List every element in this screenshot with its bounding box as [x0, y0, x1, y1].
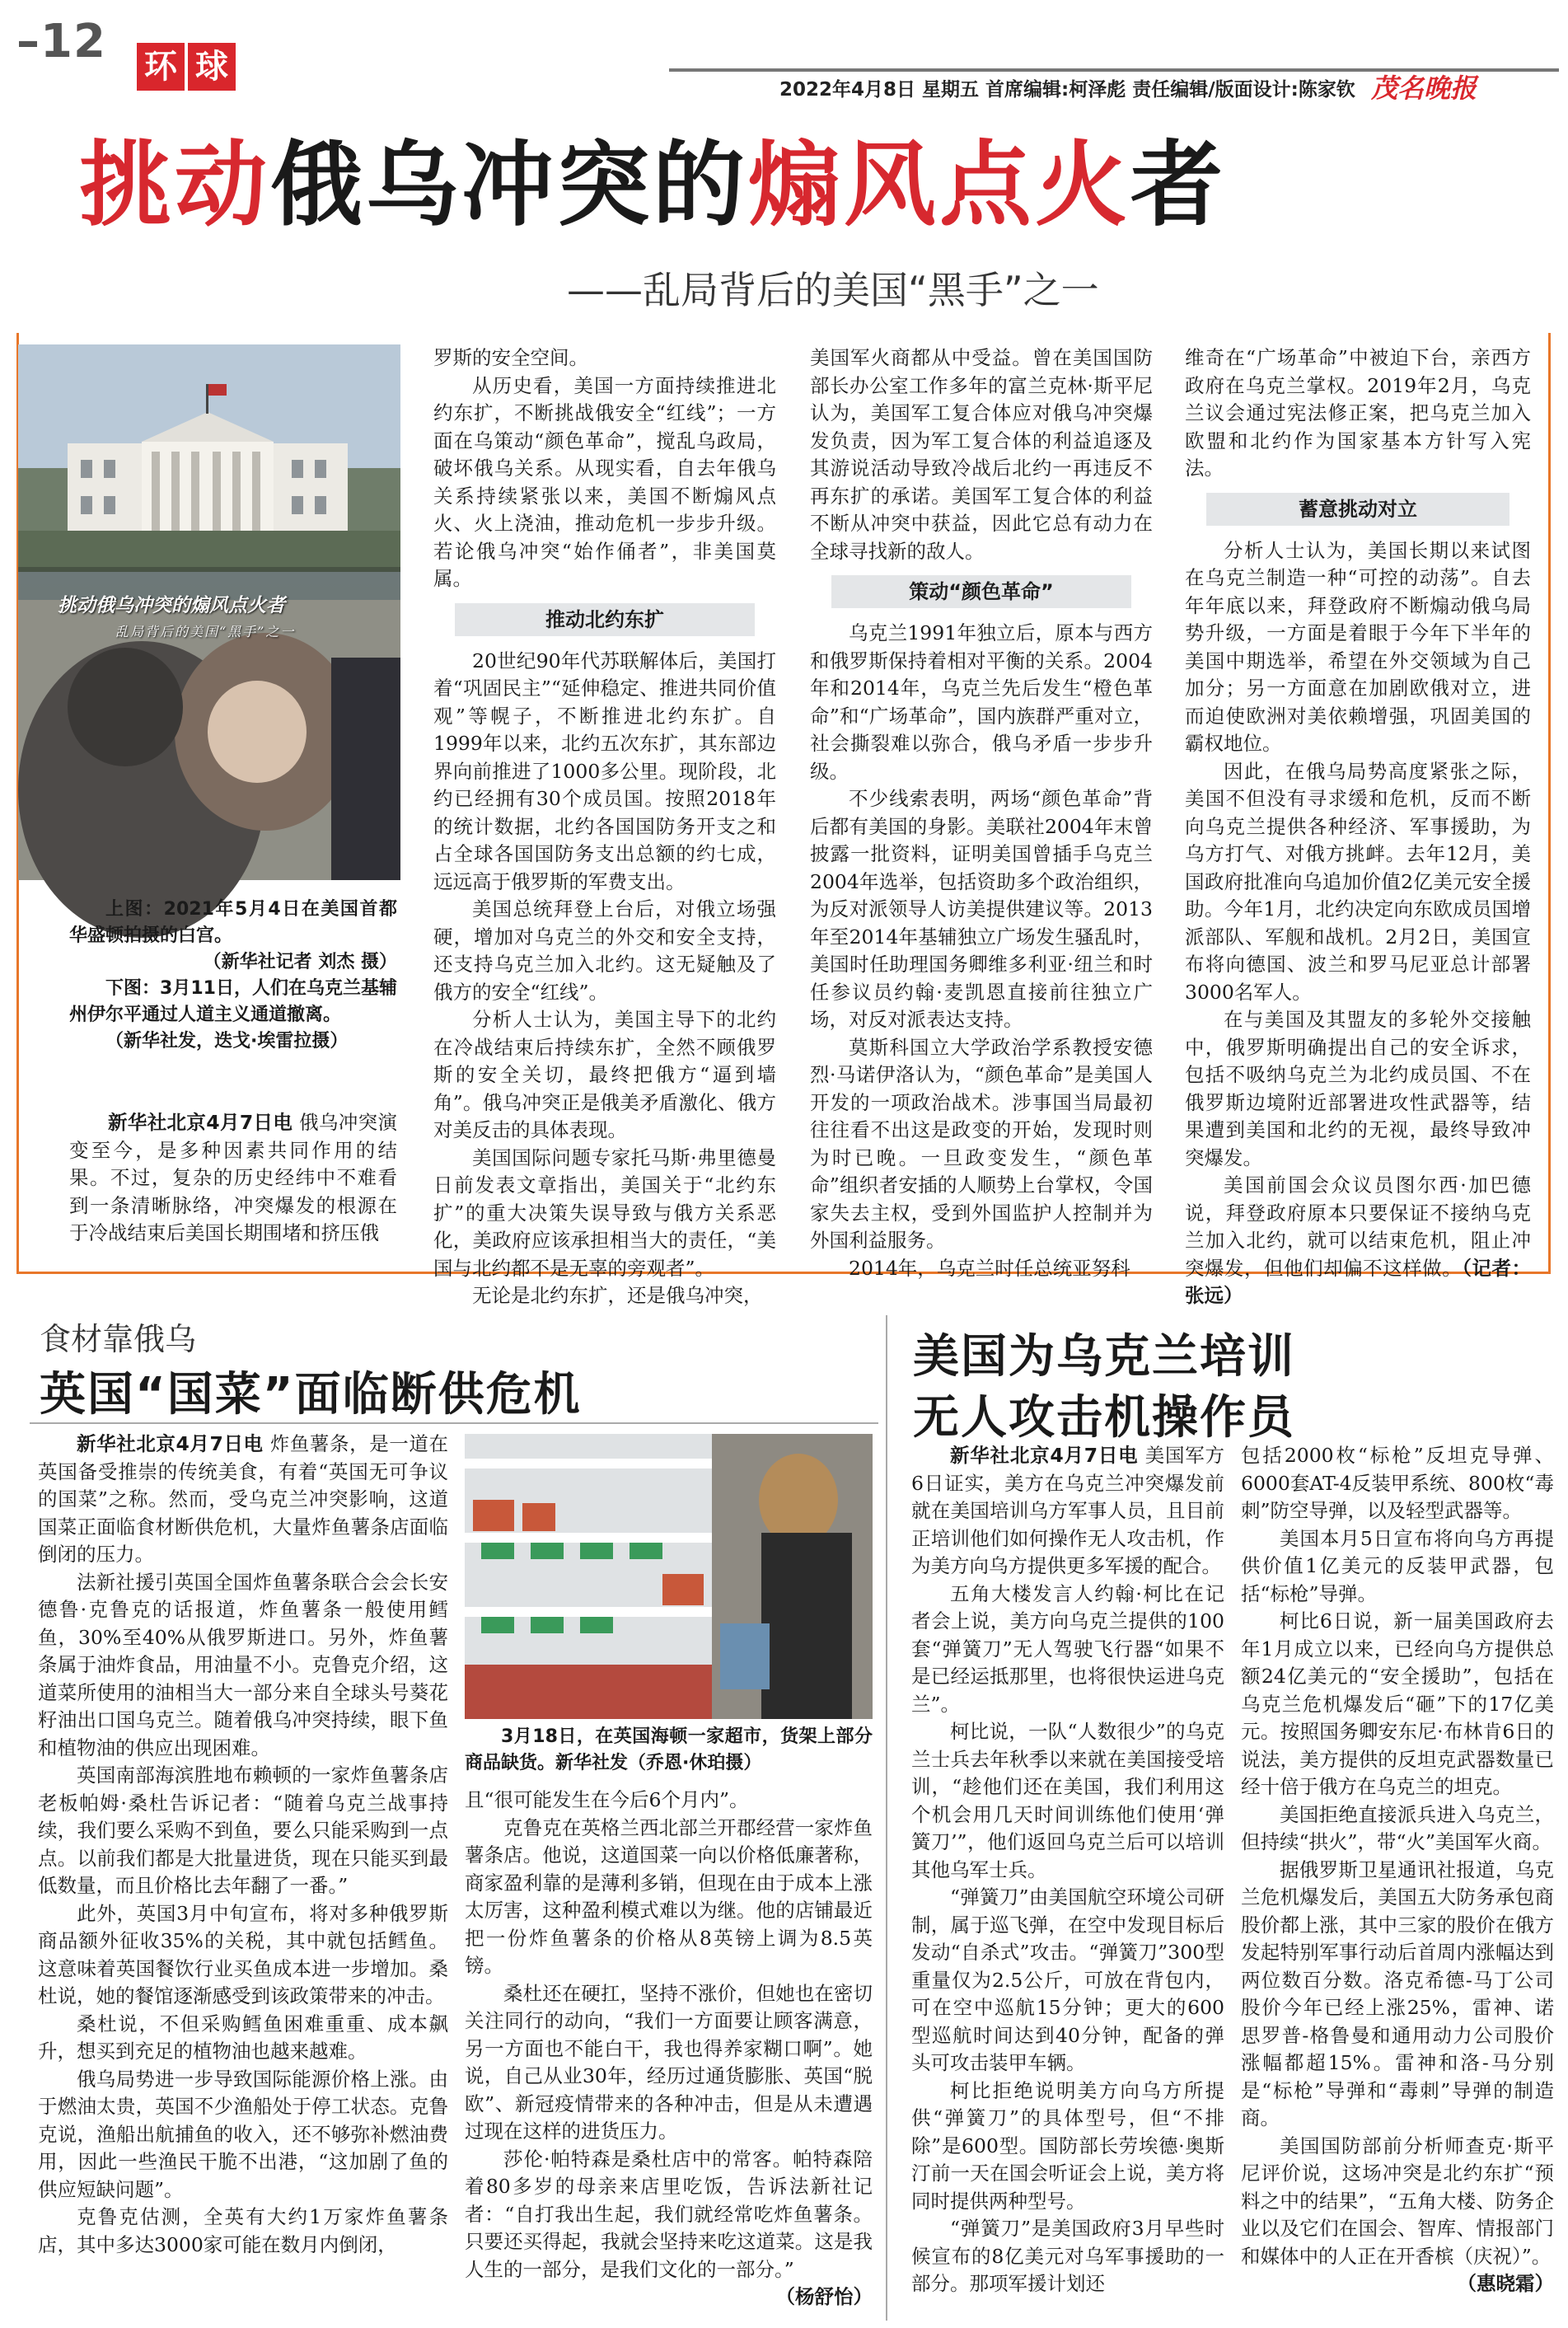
drone-column-1 — [911, 1442, 1224, 2321]
paragraph: 此外，英国3月中旬宣布，将对多种俄罗斯商品额外征收35%的关税，其中就包括鳕鱼。这意味着英国餐饮行业买鱼成本进一步增加。桑杜说，她的餐馆逐渐感受到该政策带来的冲击。 — [38, 1901, 448, 2007]
page-number: –12 — [16, 15, 106, 68]
paragraph: 美国国防部前分析师查克·斯平尼评价说，这场冲突是北约东扩“预料之中的结果”，“五角大楼、防务企业以及它们在国会、智库、情报部门和媒体中的人正在开香槟（庆祝）”。 （惠晓霜） — [1241, 2133, 1554, 2271]
feature-column-4 — [1185, 344, 1532, 1307]
feature-title-b: 俄乌冲突的 — [270, 132, 748, 239]
feature-photo-caption — [69, 897, 397, 1055]
paragraph: 包括2000枚“标枪”反坦克导弹、6000套AT-4反装甲系统、800枚“毒刺”防空导弹，以及轻型武器等。 — [1241, 1444, 1554, 1522]
paragraph: 20世纪90年代苏联解体后，美国打着“巩固民主”“延伸稳定、推进共同价值观”等幌子，不断推进北约东扩。自1999年以来，北约五次东扩，其东部边界向前推进了1000多公里。现阶段，北约已经拥有30个成员国。按照2018年的统计数据，北约各国国防务开支之和占全球各国国防务支出总额的约七成，远远高于俄罗斯的军费支出。 — [433, 649, 776, 893]
paragraph: 在与美国及其盟友的多轮外交接触中，俄罗斯明确提出自己的安全诉求，包括不吸纳乌克兰为北约成员国、不在俄罗斯边境附近部署进攻性武器等，结果遭到美国和北约的无视，最终导致冲突爆发。 — [1185, 1008, 1531, 1169]
paragraph: 英国南部海滨胜地布赖顿的一家炸鱼薯条店老板帕姆·桑杜告诉记者：“随着乌克兰战事持续，我们要么采购不到鱼，要么只能采购到一点点。以前我们都是大批量进货，现在只能买到最低数量，而且价格比去年翻了一番。” — [38, 1764, 448, 1897]
paragraph: “弹簧刀”由美国航空环境公司研制，属于巡飞弹，在空中发现目标后发动“自杀式”攻击。“弹簧刀”300型重量仅为2.5公斤，可放在背包内，可在空中巡航15分钟；更大的600型巡航时间达到40分钟，配备的弹头可攻击装甲车辆。 — [911, 1885, 1224, 2074]
caption-line: 下图：3月11日，人们在乌克兰基辅州伊尔平通过人道主义通道撤离。 — [69, 978, 397, 1025]
uk-column-1 — [38, 1431, 448, 2321]
uk-title-rule — [30, 1422, 878, 1424]
feature-photo — [18, 344, 400, 880]
feature-title-d: 者 — [1130, 132, 1226, 239]
paragraph: 美国国际问题专家托马斯·弗里德曼日前发表文章指出，美国关于“北约东扩”的重大决策失误导致与俄方关系恶化，美政府应该承担相当大的责任，“美国与北约都不是无辜的旁观者”。 — [433, 1145, 776, 1280]
column-divider — [886, 1315, 887, 2321]
feature-title — [79, 124, 1529, 247]
header-info: 2022年4月8日 星期五 首席编辑:柯泽彪 责任编辑/版面设计:陈家钦 — [779, 79, 1355, 101]
paragraph: 据俄罗斯卫星通讯社报道，乌克兰危机爆发后，美国五大防务承包商股价都上涨，其中三家的股价在俄方发起特别军事行动后首周内涨幅达到两位数百分数。洛克希德-马丁公司股价今年已经上涨25%，雷神、诺思罗普-格鲁曼和通用动力公司股价涨幅都超15%。雷神和洛-马分别是“标枪”导弹和“毒刺”导弹的制造商。 — [1241, 1857, 1554, 2129]
paragraph: 因此，在俄乌局势高度紧张之际，美国不但没有寻求缓和危机，反而不断向乌克兰提供各种经济、军事援助，为乌方打气、对俄方挑衅。去年12月，美国政府批准向乌追加价值2亿美元安全援助。今年1月，北约决定向东欧成员国增派部队、军舰和战机。2月2日，美国宣布将向德国、波兰和罗马尼亚总计部署3000名军人。 — [1185, 759, 1531, 1004]
subheading: 推动北约东扩 — [455, 603, 755, 636]
caption-line: 上图：2021年5月4日在美国首都华盛顿拍摄的白宫。 — [69, 899, 397, 946]
paragraph: 乌克兰1991年独立后，原本与西方和俄罗斯保持着相对平衡的关系。2004年和2014年，乌克兰先后发生“橙色革命”和“广场革命”，国内族群严重对立，社会撕裂难以弥合，俄乌矛盾一步步升级。 — [810, 621, 1153, 783]
paragraph: 莫斯科国立大学政治学系教授安德烈·马诺伊洛认为，“颜色革命”是美国人开发的一项政治战术。涉事国当局最初往往看不出这是政变的开始，发现时则为时已晚。一旦政变发生，“颜色革命”组织者安插的人顺势上台掌权，令国家失去主权，受到外国监护人控制并为外国利益服务。 — [810, 1035, 1153, 1252]
paragraph: 克鲁克估测，全英有大约1万家炸鱼薯条店，其中多达3000家可能在数月内倒闭， — [38, 2205, 448, 2256]
uk-kicker: 食材靠俄乌 — [40, 1321, 197, 1357]
photo-overlay-title: 挑动俄乌冲突的煽风点火者 — [58, 594, 285, 616]
paper-logo: 茂名晚报 — [1371, 73, 1477, 104]
paragraph: 新华社北京4月7日电 炸鱼薯条，是一道在英国备受推崇的传统美食，有着“英国无可争议的国菜”之称。然而，受乌克兰冲突影响，这道国菜正面临食材断供危机，大量炸鱼薯条店面临倒闭的压力。 — [38, 1432, 448, 1566]
paragraph: 克鲁克在英格兰西北部兰开郡经营一家炸鱼薯条店。他说，这道国菜一向以价格低廉著称，商家盈利靠的是薄利多销，但现在由于成本上涨太厉害，这种盈利模式难以为继。他的店铺最近把一份炸鱼薯条的价格从8英镑上调为8.5英镑。 — [465, 1815, 873, 1977]
feature-column-2 — [433, 344, 776, 1307]
uk-photo-caption: 3月18日，在英国海顿一家超市，货架上部分商品缺货。新华社发（乔恩·休珀摄） — [465, 1726, 873, 1773]
paragraph: 美国前国会众议员图尔西·加巴德说，拜登政府原本只要保证不接纳乌克兰加入北约，就可以结束危机，阻止冲突爆发，但他们却偏不这样做。（记者：张远） — [1185, 1173, 1532, 1307]
feature-title-a: 挑动 — [79, 132, 270, 239]
paragraph: 罗斯的安全空间。 — [433, 346, 588, 369]
paragraph: 分析人士认为，美国长期以来试图在乌克兰制造一种“可控的动荡”。自去年年底以来，拜登政府不断煽动俄乌局势升级，一方面是着眼于今年下半年的美国中期选举，希望在外交领域为自己加分；另一方面意在加剧欧俄对立，进而迫使欧洲对美依赖增强，巩固美国的霸权地位。 — [1185, 538, 1531, 755]
paragraph: 从历史看，美国一方面持续推进北约东扩，不断挑战俄安全“红线”；一方面在乌策动“颜色革命”，搅乱乌政局，破坏俄乌关系。从现实看，自去年俄乌关系持续紧张以来，美国不断煽风点火、火上浇油，推动危机一步步升级。若论俄乌冲突“始作俑者”，非美国莫属。 — [433, 373, 776, 590]
paragraph: 美国总统拜登上台后，对俄立场强硬，增加对乌克兰的外交和安全支持，还支持乌克兰加入北约。这无疑触及了俄方的安全“红线”。 — [433, 897, 776, 1004]
uk-title: 英国“国菜”面临断供危机 — [40, 1368, 582, 1422]
section-tag-char-a: 环 — [137, 43, 185, 91]
caption-line: （新华社记者 刘杰 摄） — [203, 952, 397, 972]
feature-column-1 — [69, 1109, 397, 1266]
dateline: 新华社北京4月7日电 — [77, 1432, 264, 1455]
paragraph: 五角大楼发言人约翰·柯比在记者会上说，美方向乌克兰提供的100套“弹簧刀”无人驾驶飞行器“如果不是已经运抵那里，也将很快运进乌克兰”。 — [911, 1581, 1224, 1716]
paragraph: 柯比说，一队“人数很少”的乌克兰士兵去年秋季以来就在美国接受培训，“趁他们还在美国，我们利用这个机会用几天时间训练他们使用‘弹簧刀’”，他们返回乌克兰后可以培训其他乌军士兵。 — [911, 1720, 1224, 1881]
supermarket-shelf-illustration — [465, 1434, 873, 1719]
section-tag — [137, 43, 274, 91]
caption-line: （新华社发，迭戈·埃雷拉摄） — [105, 1031, 349, 1052]
photo-overlay-subtitle: 乱局背后的美国“黑手”之一 — [115, 624, 296, 639]
paragraph: 美国本月5日宣布将向乌方再提供价值1亿美元的反装甲武器，包括“标枪”导弹。 — [1241, 1526, 1554, 1605]
section-tag-char-b: 球 — [188, 43, 236, 91]
uk-photo — [465, 1434, 873, 1719]
drone-title-line-2: 无人攻击机操作员 — [913, 1391, 1295, 1445]
paragraph: 桑杜还在硬扛，坚持不涨价，但她也在密切关注同行的动向，“我们一方面要让顾客满意，另一方面也不能白干，我也得养家糊口啊”。她说，自己从业30年，经历过通货膨胀、英国“脱欧”、新冠疫情带来的各种冲击，但是从未遭遇过现在这样的进货压力。 — [465, 1981, 873, 2143]
paragraph: 美国拒绝直接派兵进入乌克兰，但持续“拱火”，带“火”美国军火商。 — [1241, 1802, 1554, 1853]
paragraph: 维奇在“广场革命”中被迫下台，亲西方政府在乌克兰掌权。2019年2月，乌克兰议会通过宪法修正案，把乌克兰加入欧盟和北约作为国家基本方针写入宪法。 — [1185, 346, 1531, 480]
drone-column-2 — [1241, 1442, 1554, 2321]
paragraph: “弹簧刀”是美国政府3月早些时候宣布的8亿美元对乌军事援助的一部分。那项军援计划还 — [911, 2217, 1224, 2295]
drone-title-line-1: 美国为乌克兰培训 — [913, 1330, 1295, 1384]
byline: （杨舒怡） — [775, 2285, 873, 2308]
byline: （记者：张远） — [1185, 1256, 1532, 1307]
paragraph: 莎伦·帕特森是桑杜店中的常客。帕特森陪着80多岁的母亲来店里吃饭，告诉法新社记者：“自打我出生起，我们就经常吃炸鱼薯条。只要还买得起，我就会坚持来吃这道菜。这是我人生的一部分，是我们文化的一部分。” （杨舒怡） — [465, 2146, 873, 2284]
subheading: 策动“颜色革命” — [831, 575, 1131, 608]
feature-subtitle: ——乱局背后的美国“黑手”之一 — [567, 268, 1099, 312]
paragraph: 无论是北约东扩，还是俄乌冲突， — [472, 1284, 763, 1307]
paragraph: 不少线索表明，两场“颜色革命”背后都有美国的身影。美联社2004年末曾披露一批资料，证明美国曾插手乌克兰2004年选举，包括资助多个政治组织，为反对派领导人访美提供建议等。2013年至2014年基辅独立广场发生骚乱时，美国时任助理国务卿维多利亚·纽兰和时任参议员约翰·麦凯恩直接前往独立广场，对反对派表达支持。 — [810, 787, 1153, 1031]
paragraph: 桑杜说，不但采购鳕鱼困难重重、成本飙升，想买到充足的植物油也越来越难。 — [38, 2012, 448, 2063]
paragraph: 柯比拒绝说明美方向乌方所提供“弹簧刀”的具体型号，但“不排除”是600型。国防部长劳埃德·奥斯汀前一天在国会听证会上说，美方将同时提供两种型号。 — [911, 2078, 1224, 2213]
paragraph: 且“很可能发生在今后6个月内”。 — [465, 1788, 749, 1811]
uk-column-2 — [465, 1787, 873, 2321]
paragraph: 法新社援引英国全国炸鱼薯条联合会会长安德鲁·克鲁克的话报道，炸鱼薯条一般使用鳕鱼，30%至40%从俄罗斯进口。另外，炸鱼薯条属于油炸食品，用油量不小。克鲁克介绍，这道菜所使用的油相当大一部分来自全球头号葵花籽油出口国乌克兰。随着俄乌冲突持续，眼下鱼和植物油的供应出现困难。 — [38, 1570, 448, 1759]
feature-column-3 — [810, 344, 1153, 1280]
paragraph: 分析人士认为，美国主导下的北约在冷战结束后持续东扩，全然不顾俄罗斯的安全关切，最终把俄方“逼到墙角”。俄乌冲突正是俄美矛盾激化、俄方对美反击的具体表现。 — [433, 1008, 776, 1141]
paragraph: 美国军火商都从中受益。曾在美国国防部长办公室工作多年的富兰克林·斯平尼认为，美国军工复合体应对俄乌冲突爆发负责，因为军工复合体的利益追逐及其游说活动导致冷战后北约一再违反不再东扩的承诺。美国军工复合体的利益不断从冲突中获益，因此它总有动力在全球寻找新的敌人。 — [810, 346, 1153, 563]
paragraph: 2014年，乌克兰时任总统亚努科 — [849, 1256, 1130, 1280]
paragraph: 新华社北京4月7日电 俄乌冲突演变至今，是多种因素共同作用的结果。不过，复杂的历史经纬中不难看到一条清晰脉络，冲突爆发的根源在于冷战结束后美国长期围堵和挤压俄 — [69, 1111, 397, 1244]
paragraph: 柯比6日说，新一届美国政府去年1月成立以来，已经向乌方提供总额24亿美元的“安全援助”，包括在乌克兰危机爆发后“砸”下的17亿美元。按照国务卿安东尼·布林肯6日的说法，美方提供的反坦克武器数量已经十倍于俄方在乌克兰的坦克。 — [1241, 1609, 1554, 1798]
paragraph: 新华社北京4月7日电 美国军方6日证实，美方在乌克兰冲突爆发前就在美国培训乌方军事人员，且目前正培训他们如何操作无人攻击机，作为美方向乌方提供更多军援的配合。 — [911, 1444, 1225, 1577]
feature-title-c: 煽风点火 — [748, 132, 1130, 239]
paragraph: 俄乌局势进一步导致国际能源价格上涨。由于燃油太贵，英国不少渔船处于停工状态。克鲁克说，渔船出航捕鱼的收入，还不够弥补燃油费用，因此一些渔民干脆不出港，“这加剧了鱼的供应短缺问题”。 — [38, 2067, 448, 2201]
dateline: 新华社北京4月7日电 — [108, 1111, 293, 1134]
byline: （惠晓霜） — [1457, 2272, 1554, 2295]
dateline: 新华社北京4月7日电 — [950, 1444, 1139, 1467]
subheading: 蓄意挑动对立 — [1206, 493, 1509, 526]
